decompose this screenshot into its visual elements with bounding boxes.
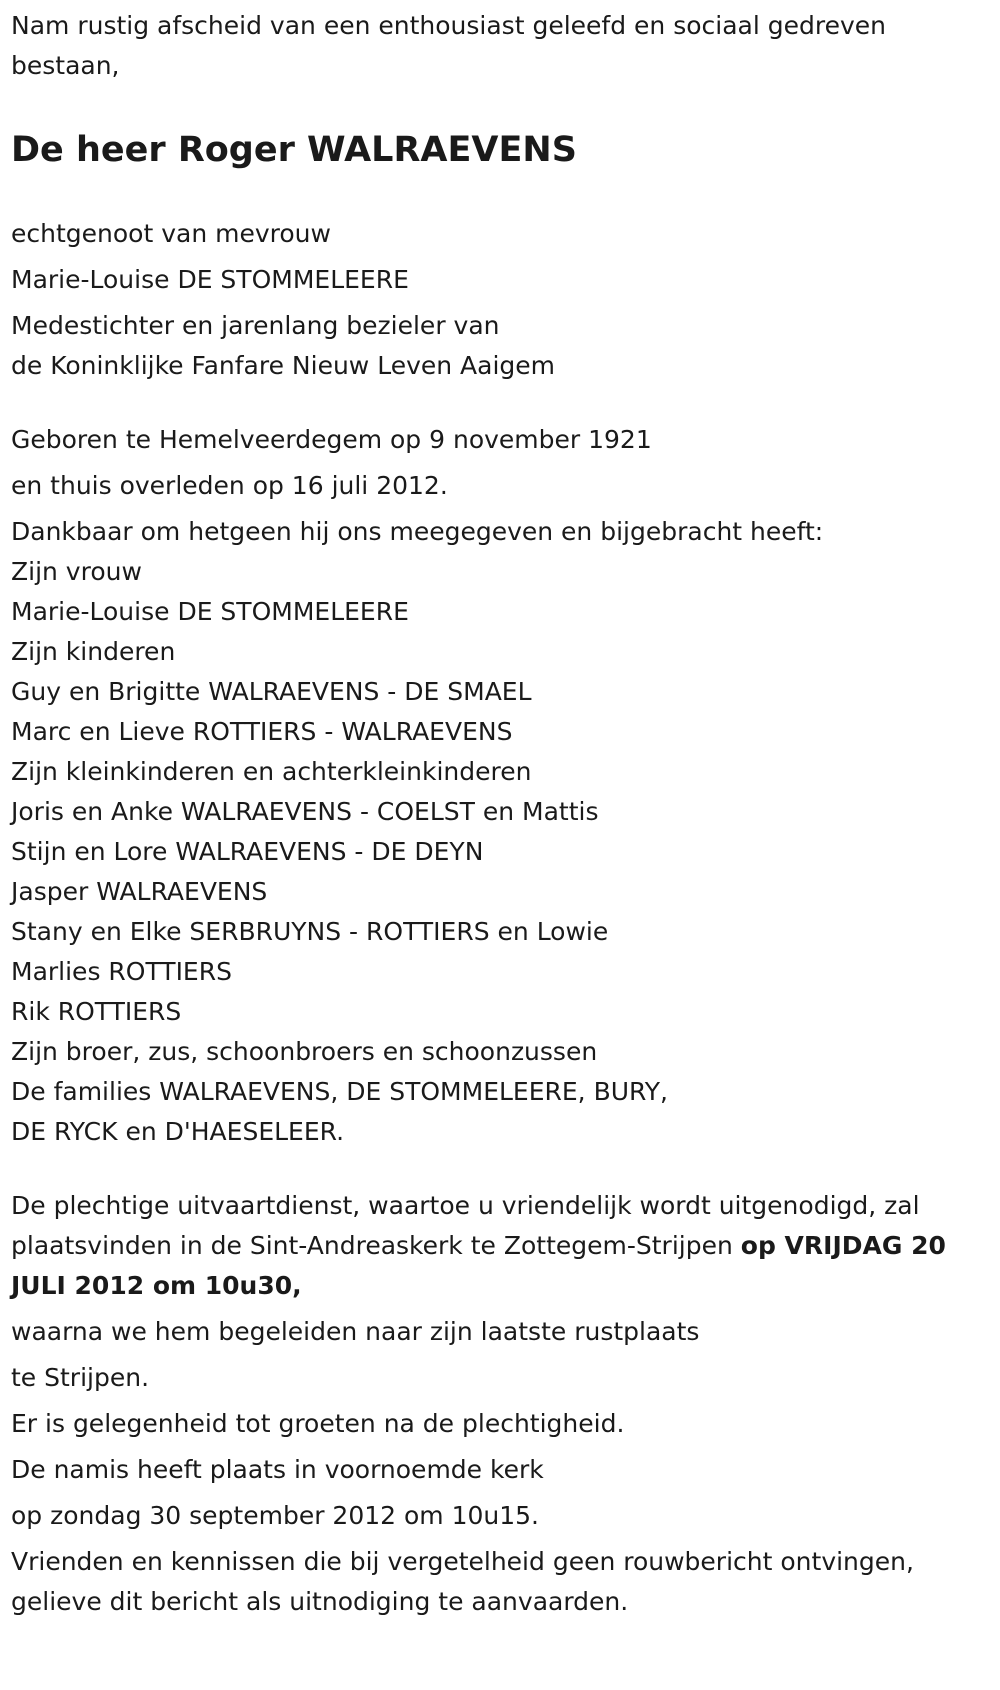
life-dates <box>11 420 988 506</box>
family-line: Marlies ROTTIERS <box>11 957 232 986</box>
family-line: Jasper WALRAEVENS <box>11 877 268 906</box>
family-line: Marc en Lieve ROTTIERS - WALRAEVENS <box>11 717 513 746</box>
role-line: Medestichter en jarenlang bezieler van <box>11 311 500 340</box>
mass-date: op zondag 30 september 2012 om 10u15. <box>11 1501 540 1530</box>
closing-note: Vrienden en kennissen die bij vergetelheid geen rouwbericht ontvingen, gelieve dit bericht als uitnodiging te aanvaarden. <box>11 1547 914 1616</box>
family-list <box>11 512 988 1152</box>
role-description <box>11 306 988 386</box>
family-line: Stijn en Lore WALRAEVENS - DE DEYN <box>11 837 484 866</box>
death-line: en thuis overleden op 16 juli 2012. <box>11 471 448 500</box>
family-line: Stany en Elke SERBRUYNS - ROTTIERS en Lowie <box>11 917 609 946</box>
deceased-name: De heer Roger WALRAEVENS <box>11 130 577 170</box>
family-line: DE RYCK en D'HAESELEER. <box>11 1117 345 1146</box>
service-announcement <box>11 1186 988 1306</box>
role-line: de Koninklijke Fanfare Nieuw Leven Aaigem <box>11 351 556 380</box>
birth-line: Geboren te Hemelveerdegem op 9 november 1921 <box>11 425 652 454</box>
spouse-name: Marie-Louise DE STOMMELEERE <box>11 265 409 294</box>
intro-text: Nam rustig afscheid van een enthousiast geleefd en sociaal gedreven bestaan, <box>11 11 886 80</box>
burial-place: te Strijpen. <box>11 1363 150 1392</box>
service-date: op VRIJDAG 20 JULI 2012 om 10u30, <box>11 1231 946 1300</box>
family-line: Zijn kinderen <box>11 637 176 666</box>
family-line: Zijn vrouw <box>11 557 142 586</box>
spouse-label: echtgenoot van mevrouw <box>11 219 331 248</box>
family-line: Marie-Louise DE STOMMELEERE <box>11 597 409 626</box>
mass-line: De namis heeft plaats in voornoemde kerk <box>11 1455 544 1484</box>
family-line: Rik ROTTIERS <box>11 997 182 1026</box>
family-line: Zijn broer, zus, schoonbroers en schoonzussen <box>11 1037 598 1066</box>
family-line: Joris en Anke WALRAEVENS - COELST en Mattis <box>11 797 599 826</box>
family-line: De families WALRAEVENS, DE STOMMELEERE, BURY, <box>11 1077 669 1106</box>
service-text: De plechtige uitvaartdienst, waartoe u vriendelijk wordt uitgenodigd, zal plaatsvinden in de Sint-Andreaskerk te Zottegem-Strijpen <box>11 1191 920 1260</box>
family-line: Guy en Brigitte WALRAEVENS - DE SMAEL <box>11 677 532 706</box>
greeting-note: Er is gelegenheid tot groeten na de plechtigheid. <box>11 1409 625 1438</box>
obituary-page <box>0 6 1000 1622</box>
family-line: Zijn kleinkinderen en achterkleinkinderen <box>11 757 532 786</box>
burial-line: waarna we hem begeleiden naar zijn laatste rustplaats <box>11 1317 700 1346</box>
family-line: Dankbaar om hetgeen hij ons meegegeven en bijgebracht heeft: <box>11 517 824 546</box>
